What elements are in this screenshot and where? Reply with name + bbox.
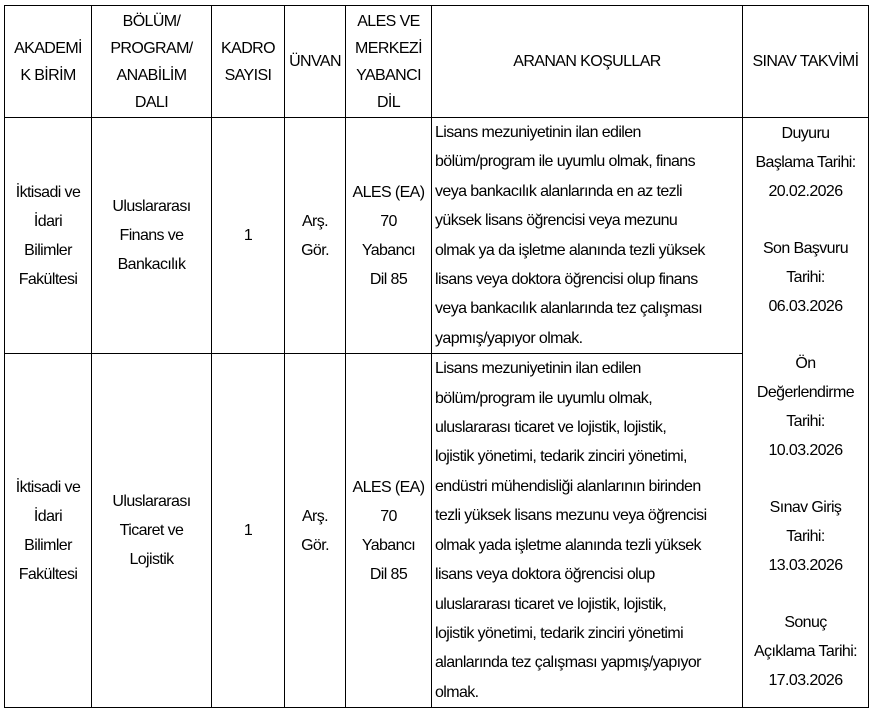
- header-conditions: ARANAN KOŞULLAR: [432, 6, 743, 118]
- row-department: Uluslararası Ticaret ve Lojistik: [92, 354, 212, 708]
- row-conditions: Lisans mezuniyetinin ilan edilen bölüm/program ile uyumlu olmak, uluslararası ticaret ve lojistik, lojistik, lojistik yönetimi, tedarik zinciri yönetimi, endüstri mühendisliği alanlarının birinden tezli yüksek lisans mezunu veya öğrencisi olmak yada işletme alanında tezli yüksek lisans veya doktora öğrencisi olup uluslararası ticaret ve lojistik, lojistik, lojistik yönetimi, tedarik zinciri yönetimi alanlarında tez çalışması yapmış/yapıyor olmak.: [432, 354, 743, 708]
- row-quota: 1: [212, 118, 285, 354]
- schedule-preliminary-evaluation: Ön Değerlendirme Tarihi: 10.03.2026: [756, 355, 855, 459]
- row-ales: ALES (EA) 70 Yabancı Dil 85: [346, 354, 432, 708]
- table-row: [5, 354, 869, 708]
- cropped-text-line: [0, 0, 871, 4]
- row-quota: 1: [212, 354, 285, 708]
- table-row: [5, 118, 869, 354]
- schedule-application-deadline: Son Başvuru Tarihi: 06.03.2026: [762, 240, 848, 315]
- row-department: Uluslararası Finans ve Bankacılık: [92, 118, 212, 354]
- header-unit: AKADEMİ K BİRİM: [5, 6, 92, 118]
- header-ales: ALES VE MERKEZİ YABANCI DİL: [346, 6, 432, 118]
- row-title: Arş. Gör.: [285, 118, 346, 354]
- header-row: [5, 6, 869, 118]
- header-schedule: SINAV TAKVİMİ: [743, 6, 869, 118]
- row-ales: ALES (EA) 70 Yabancı Dil 85: [346, 118, 432, 354]
- row-title: Arş. Gör.: [285, 354, 346, 708]
- header-title: ÜNVAN: [285, 6, 346, 118]
- header-department: BÖLÜM/ PROGRAM/ ANABİLİM DALI: [92, 6, 212, 118]
- exam-schedule: [743, 118, 869, 708]
- schedule-exam-entry: Sınav Giriş Tarihi: 13.03.2026: [768, 499, 843, 574]
- schedule-results: Sonuç Açıklama Tarihi: 17.03.2026: [753, 614, 858, 689]
- row-unit: İktisadi ve İdari Bilimler Fakültesi: [5, 118, 92, 354]
- header-quota: KADRO SAYISI: [212, 6, 285, 118]
- position-table: [4, 5, 869, 708]
- row-conditions: Lisans mezuniyetinin ilan edilen bölüm/program ile uyumlu olmak, finans veya bankacılık alanlarında en az tezli yüksek lisans öğrencisi veya mezunu olmak ya da işletme alanında tezli yüksek lisans veya doktora öğrencisi olup finans veya bankacılık alanlarında tez çalışması yapmış/yapıyor olmak.: [432, 118, 743, 354]
- schedule-announcement: Duyuru Başlama Tarihi: 20.02.2026: [755, 125, 856, 200]
- row-unit: İktisadi ve İdari Bilimler Fakültesi: [5, 354, 92, 708]
